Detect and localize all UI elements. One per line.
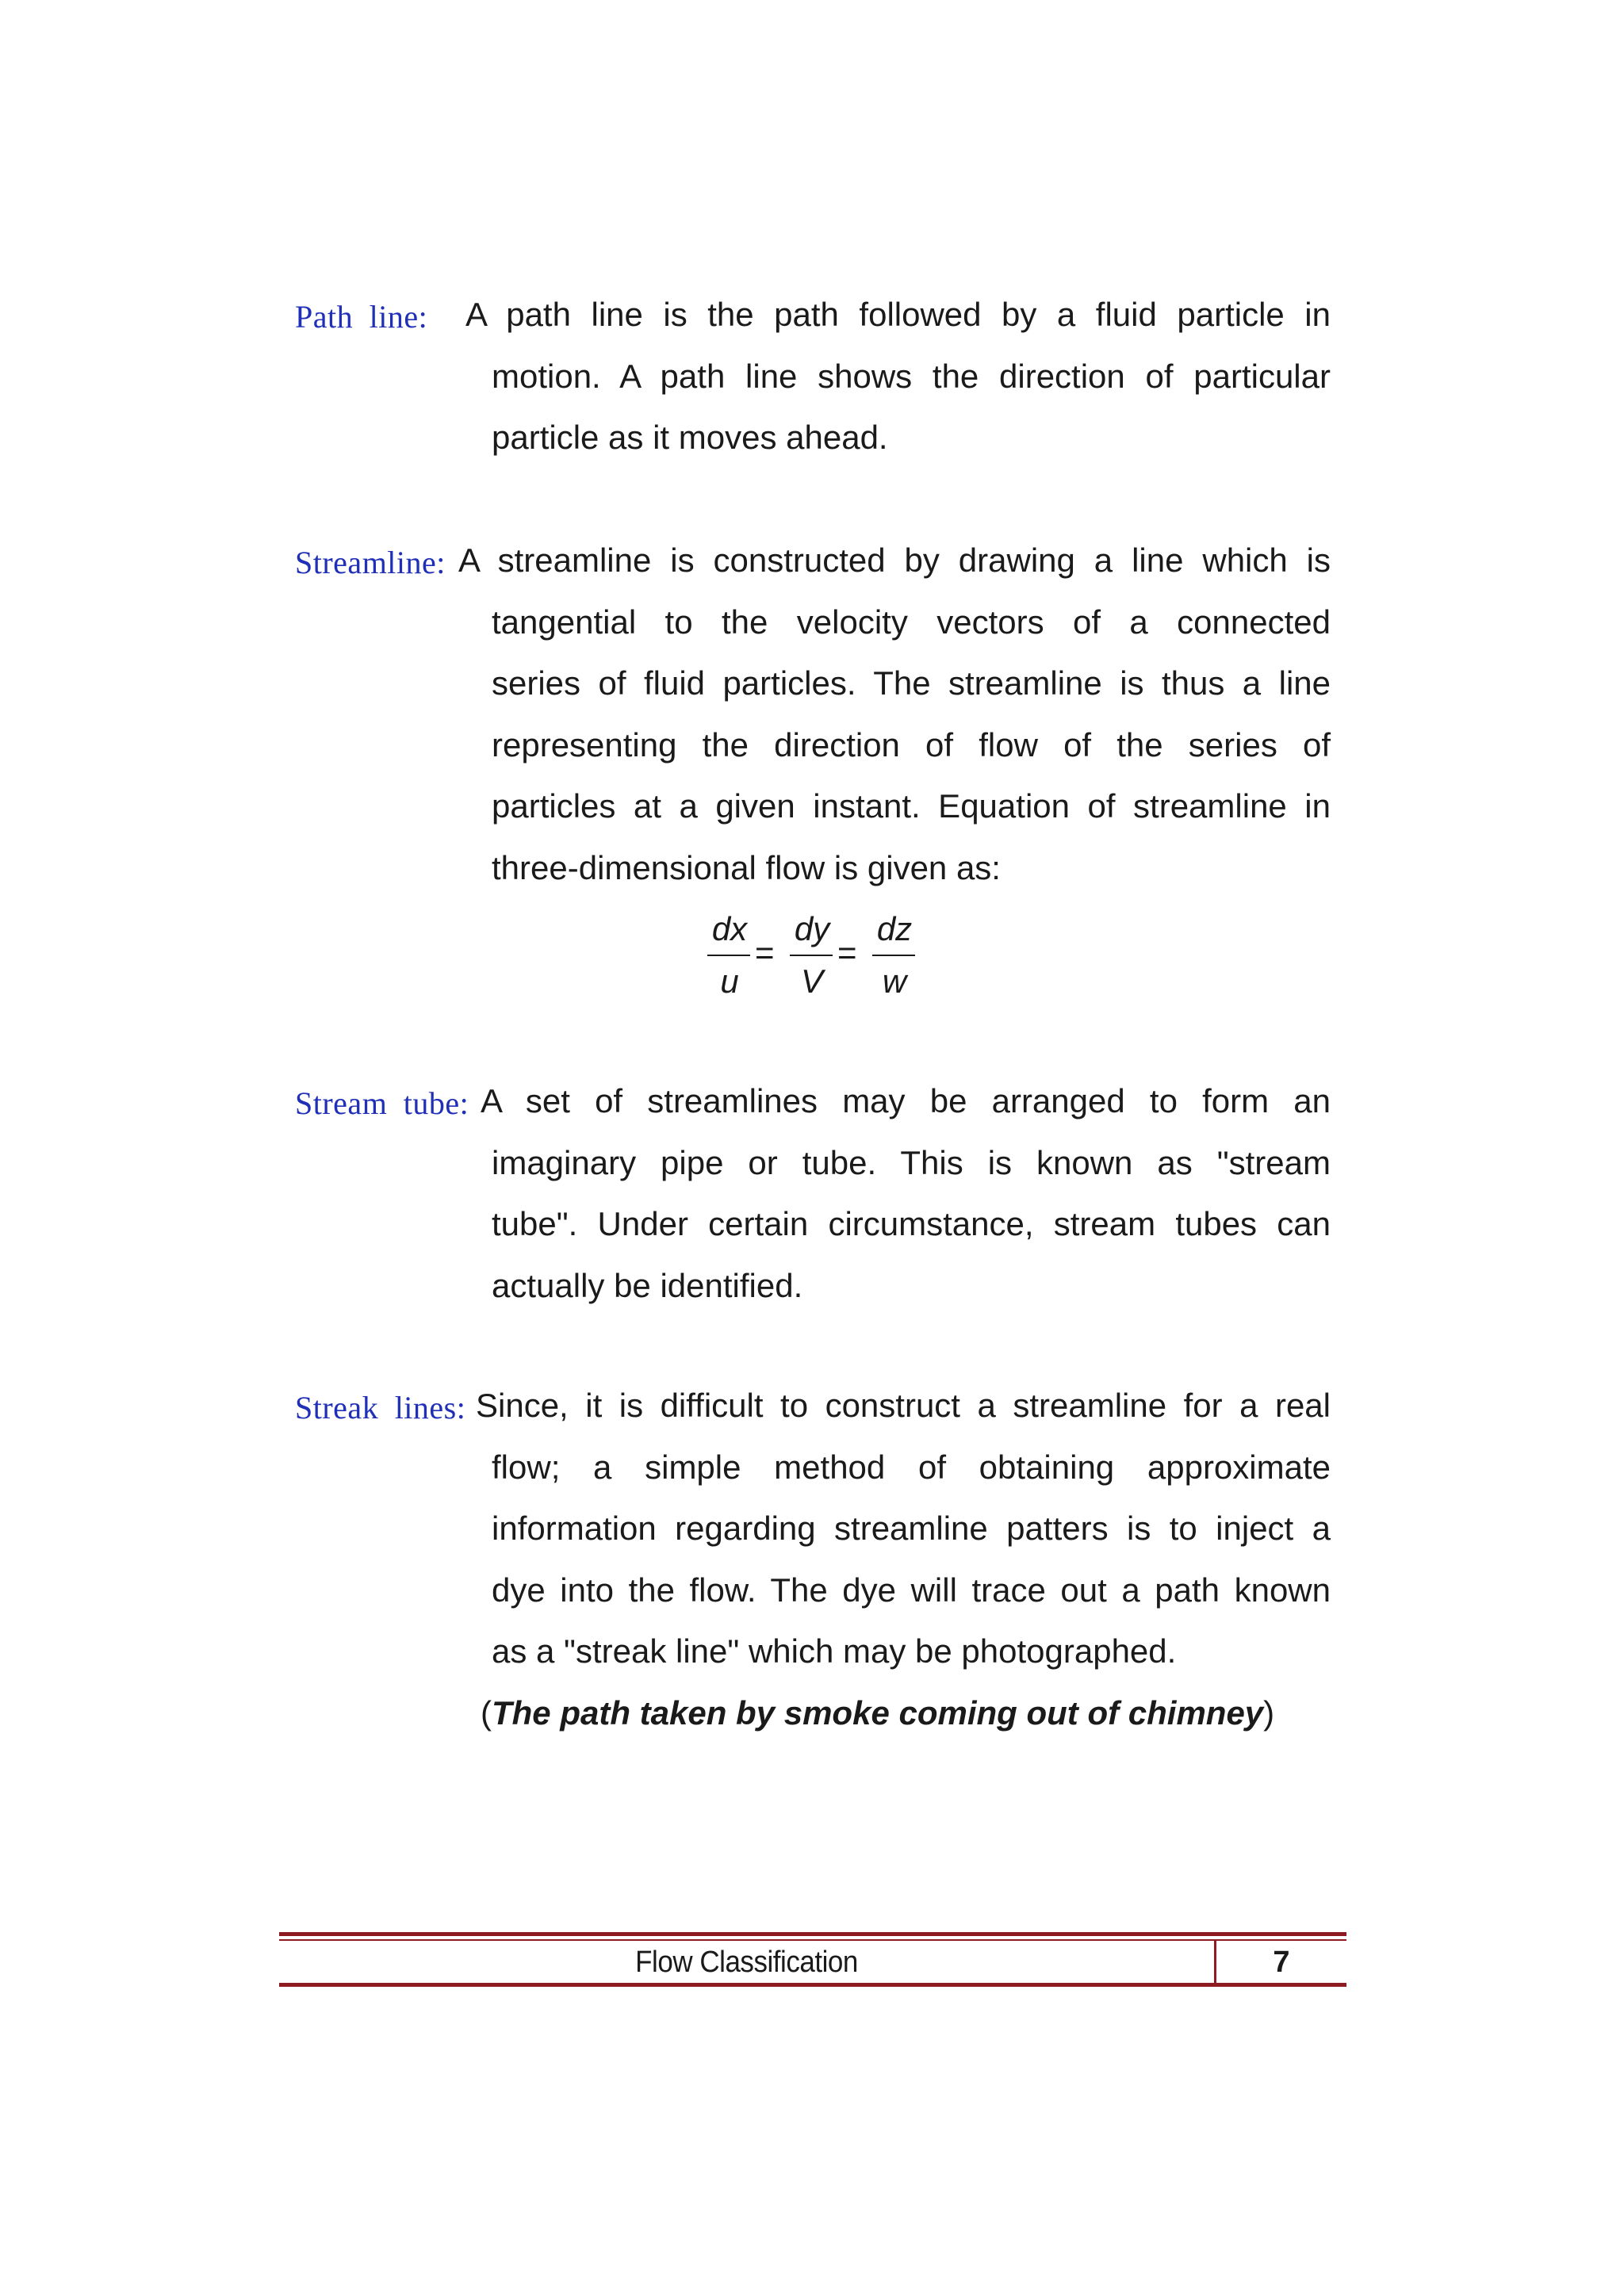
definition-line: series of fluid particles. The streamline is thus a line xyxy=(492,664,1331,702)
fraction-bar xyxy=(707,955,750,956)
denominator: u xyxy=(720,962,739,1000)
definition-stream-tube xyxy=(481,1070,1331,1316)
fraction-bar xyxy=(790,955,833,956)
denominator: w xyxy=(882,962,907,1000)
definition-streamline xyxy=(458,530,1331,898)
definition-line: dye into the flow. The dye will trace out a path known xyxy=(492,1571,1331,1609)
fraction-bar xyxy=(872,955,915,956)
definition-line: as a "streak line" which may be photographed. xyxy=(492,1632,1177,1670)
note-open-paren: ( xyxy=(481,1694,492,1732)
definition-line: particle as it moves ahead. xyxy=(492,419,888,456)
term-streak-lines: Streak lines: xyxy=(295,1390,466,1425)
page-number: 7 xyxy=(1273,1946,1290,1979)
definition-path-line xyxy=(465,284,1331,469)
numerator: dy xyxy=(794,910,830,947)
term-streamline: Streamline: xyxy=(295,545,446,580)
footer-title: Flow Classification xyxy=(635,1946,858,1979)
definition-line: information regarding streamline patters is to inject a xyxy=(492,1510,1331,1547)
footer-rule-top xyxy=(279,1932,1346,1936)
term-stream-tube: Stream tube: xyxy=(295,1085,469,1121)
footer-rule-top-thin xyxy=(279,1939,1346,1941)
numerator: dx xyxy=(711,910,748,947)
term-path-line: Path line: xyxy=(295,299,428,335)
definition-line: imaginary pipe or tube. This is known as "stream xyxy=(492,1143,1331,1181)
definition-streak-lines xyxy=(476,1375,1331,1682)
definition-line: actually be identified. xyxy=(492,1266,803,1304)
equals-sign: = xyxy=(837,934,857,971)
definition-line: three-dimensional flow is given as: xyxy=(492,848,1001,886)
note-close-paren: ) xyxy=(1263,1694,1275,1732)
definition-line: particles at a given instant. Equation of streamline in xyxy=(492,787,1331,825)
definition-line: A path line is the path followed by a fluid particle in xyxy=(465,296,1331,333)
denominator: V xyxy=(800,962,823,1000)
numerator: dz xyxy=(876,910,913,947)
streak-line-note xyxy=(481,1689,1274,1737)
definition-line: tangential to the velocity vectors of a connected xyxy=(492,603,1331,641)
definition-line: flow; a simple method of obtaining approximate xyxy=(492,1448,1331,1486)
definition-line: representing the direction of flow of the series of xyxy=(492,725,1331,763)
equals-sign: = xyxy=(755,934,775,971)
note-text: The path taken by smoke coming out of chimney xyxy=(492,1694,1264,1732)
footer-rule-bottom xyxy=(279,1983,1346,1987)
definition-line: tube". Under certain circumstance, stream tubes can xyxy=(492,1205,1331,1242)
definition-line: motion. A path line shows the direction of particular xyxy=(492,357,1331,395)
definition-line: A set of streamlines may be arranged to form an xyxy=(481,1082,1331,1119)
streamline-equation xyxy=(706,910,928,1013)
definition-line: Since, it is difficult to construct a streamline for a real xyxy=(476,1387,1331,1424)
definition-line: A streamline is constructed by drawing a line which is xyxy=(458,541,1331,579)
